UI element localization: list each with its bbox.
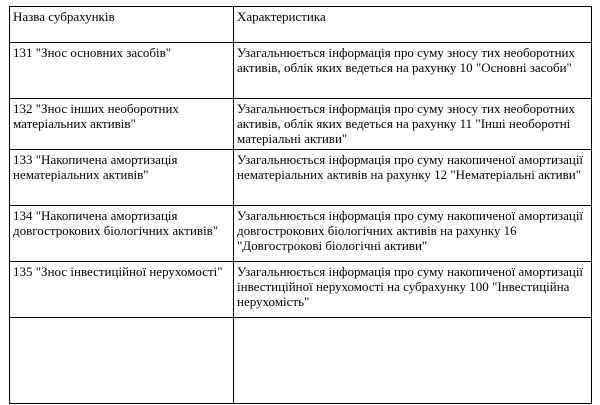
table-row — [10, 262, 592, 318]
subaccount-description-cell: Узагальнюється інформація про суму накопиченої амортизації інвестиційної нерухомості на субрахунку 100 "Інвестиційна нерухомість" — [234, 262, 592, 318]
subaccount-name-cell: 134 "Накопичена амортизація довгострокових біологічних активів" — [10, 206, 234, 262]
empty-description-cell — [234, 318, 592, 404]
subaccount-name-cell: 135 "Знос інвестиційної нерухомості" — [10, 262, 234, 318]
header-description-cell: Характеристика — [234, 7, 592, 43]
empty-name-cell — [10, 318, 234, 404]
table-header-row — [10, 7, 592, 43]
empty-table-row — [10, 318, 592, 404]
table-row — [10, 99, 592, 150]
subaccounts-table — [9, 6, 592, 404]
table-row — [10, 150, 592, 206]
subaccount-description-cell: Узагальнюється інформація про суму зносу тих необоротних активів, облік яких ведеться на рахунку 11 "Інші необоротні матеріальні активи" — [234, 99, 592, 150]
table-row — [10, 206, 592, 262]
header-name-cell: Назва субрахунків — [10, 7, 234, 43]
subaccount-description-cell: Узагальнюється інформація про суму зносу тих необоротних активів, облік яких ведеться на рахунку 10 "Основні засоби" — [234, 43, 592, 99]
subaccount-description-cell: Узагальнюється інформація про суму накопиченої амортизації нематеріальних активів на рахунку 12 "Нематеріальні активи" — [234, 150, 592, 206]
subaccount-name-cell: 133 "Накопичена амортизація нематеріальних активів" — [10, 150, 234, 206]
subaccount-name-cell: 132 "Знос інших необоротних матеріальних активів" — [10, 99, 234, 150]
subaccount-description-cell: Узагальнюється інформація про суму накопиченої амортизації довгострокових біологічних активів на рахунку 16 "Довгострокові біологічні активи" — [234, 206, 592, 262]
table-row — [10, 43, 592, 99]
subaccount-name-cell: 131 "Знос основних засобів" — [10, 43, 234, 99]
